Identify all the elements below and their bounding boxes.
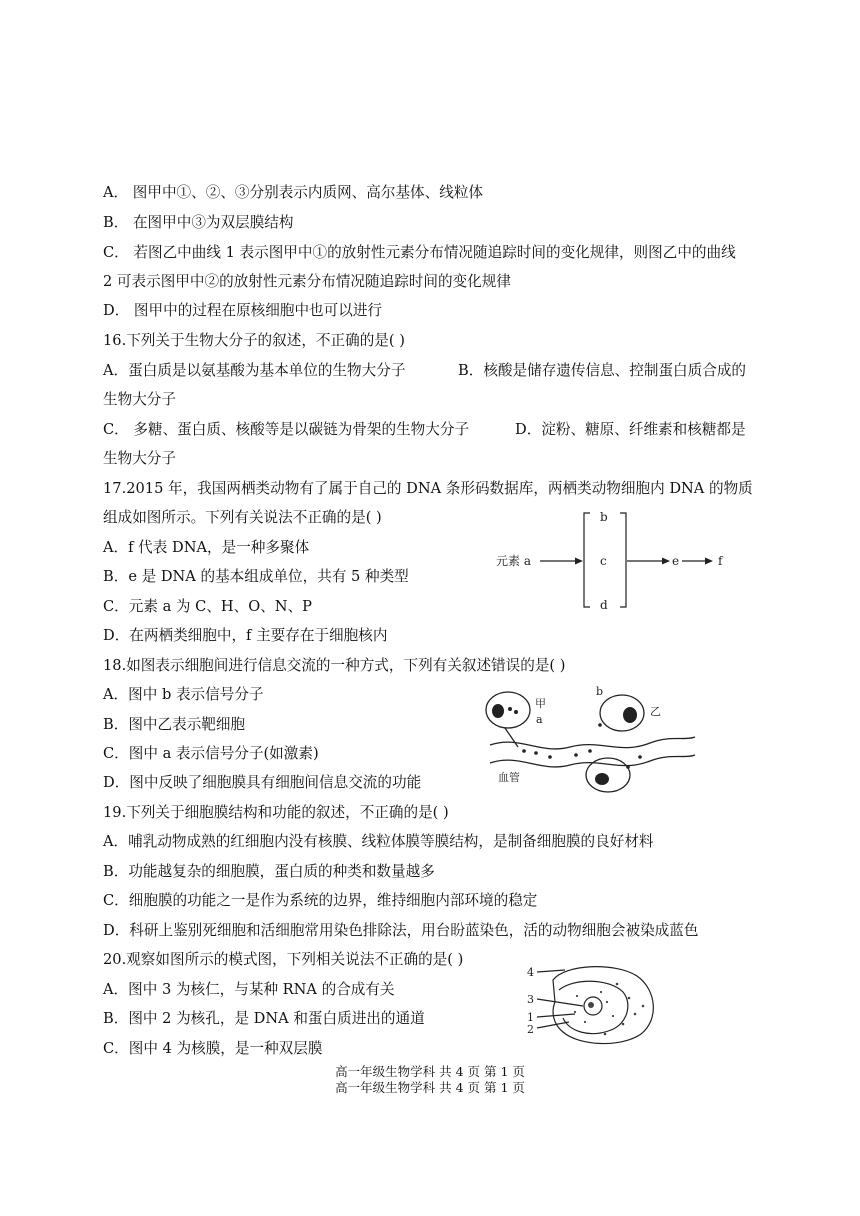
q20-option-a: A．图中 3 为核仁，与某种 RNA 的合成有关 [103,981,395,998]
label-a: a [536,713,543,726]
q19-option-a: A．哺乳动物成熟的红细胞内没有核膜、线粒体膜等膜结构，是制备细胞膜的良好材料 [103,833,654,850]
q17-stem-line2: 组成如图所示。下列有关说法不正确的是( ) [103,509,382,526]
node-d-label: d [600,598,608,612]
q17-stem-line1: 17.2015 年，我国两栖类动物有了属于自己的 DNA 条形码数据库，两栖类动物细胞内 DNA 的物质 [103,480,753,497]
q16-option-d-line1: D．淀粉、糖原、纤维素和核糖都是 [515,421,746,438]
node-f-label: f [718,554,723,568]
q19-stem: 19.下列关于细胞膜结构和功能的叙述，不正确的是( ) [103,804,449,821]
q20-stem: 20.观察如图所示的模式图，下列相关说法不正确的是( ) [103,951,464,968]
q16-stem: 16.下列关于生物大分子的叙述，不正确的是( ) [103,332,405,349]
q17-option-a: A．f 代表 DNA，是一种多聚体 [103,539,310,556]
node-c-label: c [600,554,607,568]
q15-option-b: B． 在图甲中③为双层膜结构 [103,214,294,231]
q16-option-d-line2: 生物大分子 [103,450,176,467]
q18-option-c: C．图中 a 表示信号分子(如激素) [103,745,319,762]
q19-option-d: D．科研上鉴别死细胞和活细胞常用染色排除法，用台盼蓝染色，活的动物细胞会被染成蓝色 [103,922,699,939]
q19-option-b: B．功能越复杂的细胞膜，蛋白质的种类和数量越多 [103,863,435,880]
q20-option-c: C．图中 4 为核膜，是一种双层膜 [103,1040,323,1057]
vessel-label: 血管 [498,771,520,784]
node-b-label: b [600,510,608,524]
q18-option-a: A．图中 b 表示信号分子 [103,686,264,703]
q19-option-c: C．细胞膜的功能之一是作为系统的边界，维持细胞内部环境的稳定 [103,892,538,909]
label-1: 1 [527,1011,534,1024]
q15-option-a: A． 图甲中①、②、③分别表示内质网、高尔基体、线粒体 [103,184,484,201]
element-a-label: 元素 a [496,554,531,568]
q16-option-b-line2: 生物大分子 [103,391,176,408]
q17-option-c: C．元素 a 为 C、H、O、N、P [103,598,312,615]
q16-option-b-line1: B．核酸是储存遗传信息、控制蛋白质合成的 [458,362,747,379]
page-footer-1: 高一年级生物学科 共 4 页 第 1 页 [335,1064,525,1079]
label-3: 3 [527,993,534,1006]
label-2: 2 [527,1023,534,1036]
q20-option-b: B．图中 2 为核孔，是 DNA 和蛋白质进出的通道 [103,1010,425,1027]
q18-option-b: B．图中乙表示靶细胞 [103,716,246,733]
label-b: b [596,685,604,698]
label-4: 4 [527,966,534,979]
dna-composition-diagram [490,505,750,615]
q15-option-c-line2: 2 可表示图甲中②的放射性元素分布情况随追踪时间的变化规律 [103,273,511,290]
q17-option-b: B．e 是 DNA 的基本组成单位，共有 5 种类型 [103,568,409,585]
nucleus-diagram [525,962,665,1046]
q17-option-d: D．在两栖类细胞中，f 主要存在于细胞核内 [103,627,388,644]
node-e-label: e [672,554,680,568]
q16-option-a: A．蛋白质是以氨基酸为基本单位的生物大分子 [103,362,406,379]
q15-option-c-line1: C． 若图乙中曲线 1 表示图甲中①的放射性元素分布情况随追踪时间的变化规律，则图乙中的曲线 [103,244,736,261]
cell-signaling-diagram [480,685,700,805]
page-footer-2: 高一年级生物学科 共 4 页 第 1 页 [335,1080,525,1095]
q18-stem: 18.如图表示细胞间进行信息交流的一种方式，下列有关叙述错误的是( ) [103,657,566,674]
q16-option-c: C． 多糖、蛋白质、核酸等是以碳链为骨架的生物大分子 [103,421,470,438]
q18-option-d: D．图中反映了细胞膜具有细胞间信息交流的功能 [103,774,422,791]
cell-yi-label: 乙 [650,705,661,718]
cell-jia-label: 甲 [535,697,546,710]
q15-option-d: D． 图甲中的过程在原核细胞中也可以进行 [103,302,383,319]
